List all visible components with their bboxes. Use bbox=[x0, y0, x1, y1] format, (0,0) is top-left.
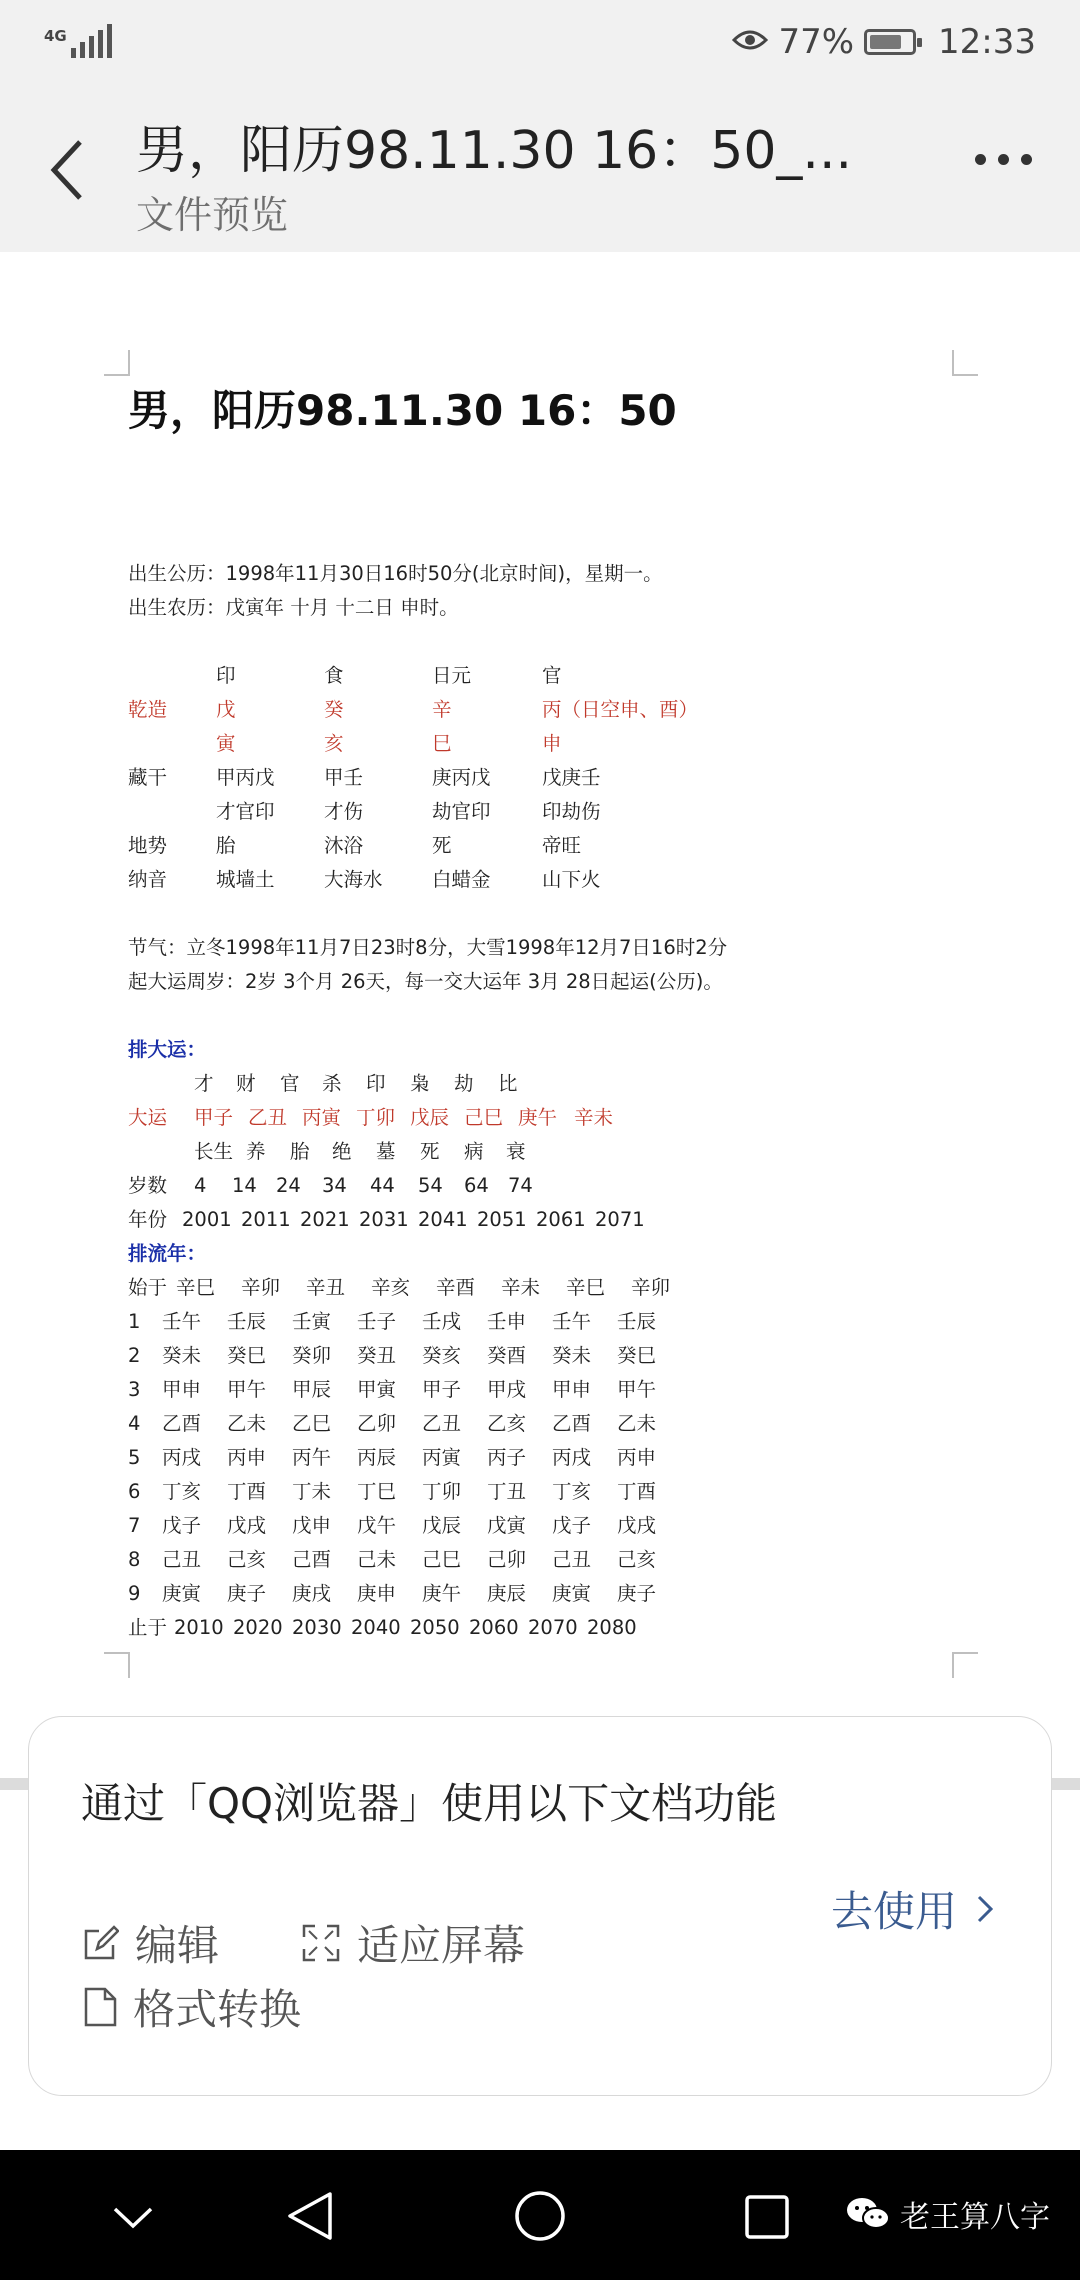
edit-feature[interactable] bbox=[83, 1913, 219, 1973]
birth-lunar: 出生农历：戊寅年 十月 十二日 申时。 bbox=[128, 596, 459, 619]
liunian-cell: 乙卯 bbox=[357, 1412, 397, 1435]
watermark bbox=[846, 2192, 1050, 2236]
liunian-row bbox=[128, 1446, 928, 1470]
liunian-cell: 甲子 bbox=[422, 1378, 462, 1401]
back-arrow-icon bbox=[46, 138, 86, 202]
liunian-cell: 丁巳 bbox=[357, 1480, 397, 1503]
liunian-cell: 辛巳 bbox=[176, 1276, 216, 1299]
liunian-cell: 2080 bbox=[587, 1616, 637, 1639]
nayin-row: 纳音 城墙土 大海水 白蜡金 山下火 bbox=[128, 868, 601, 891]
edit-icon bbox=[83, 1925, 119, 1961]
liunian-cell: 甲申 bbox=[162, 1378, 202, 1401]
more-button[interactable] bbox=[975, 154, 1032, 165]
liunian-row-label: 6 bbox=[128, 1480, 141, 1503]
liunian-cell: 癸巳 bbox=[227, 1344, 267, 1367]
liunian-cell: 乙酉 bbox=[162, 1412, 202, 1435]
liunian-cell: 丁亥 bbox=[552, 1480, 592, 1503]
liunian-cell: 2030 bbox=[292, 1616, 342, 1639]
liunian-cell: 甲午 bbox=[617, 1378, 657, 1401]
liunian-row-label: 8 bbox=[128, 1548, 141, 1571]
liunian-cell: 辛酉 bbox=[436, 1276, 476, 1299]
liunian-cell: 乙巳 bbox=[292, 1412, 332, 1435]
liunian-cell: 庚戌 bbox=[292, 1582, 332, 1605]
liunian-cell: 丙子 bbox=[487, 1446, 527, 1469]
liunian-cell: 丁亥 bbox=[162, 1480, 202, 1503]
liunian-cell: 乙未 bbox=[617, 1412, 657, 1435]
shishen-row: 印 食 日元 官 bbox=[216, 664, 562, 687]
nav-home-button[interactable] bbox=[514, 2190, 566, 2246]
liunian-cell: 甲寅 bbox=[357, 1378, 397, 1401]
liunian-cell: 戊子 bbox=[552, 1514, 592, 1537]
qiyun-line: 起大运周岁：2岁 3个月 26天，每一交大运年 3月 28日起运(公历)。 bbox=[128, 970, 723, 993]
liunian-cell: 丙辰 bbox=[357, 1446, 397, 1469]
liunian-cell: 癸酉 bbox=[487, 1344, 527, 1367]
liunian-cell: 丙戌 bbox=[552, 1446, 592, 1469]
file-subtitle: 文件预览 bbox=[136, 193, 289, 237]
liunian-cell: 己亥 bbox=[617, 1548, 657, 1571]
liunian-cell: 壬午 bbox=[552, 1310, 592, 1333]
dayun-changsheng-row: 长生 养 胎 绝 墓 死 病 衰 bbox=[194, 1140, 526, 1163]
liunian-row-label: 始于 bbox=[128, 1276, 168, 1299]
liunian-cell: 戊戌 bbox=[617, 1514, 657, 1537]
liunian-cell: 壬辰 bbox=[227, 1310, 267, 1333]
liunian-cell: 庚申 bbox=[357, 1582, 397, 1605]
liunian-row-label: 5 bbox=[128, 1446, 141, 1469]
signal-indicator bbox=[44, 24, 112, 58]
liunian-cell: 2060 bbox=[469, 1616, 519, 1639]
document-title: 男，阳历98.11.30 16：50 bbox=[128, 386, 677, 435]
fit-screen-label: 适应屏幕 bbox=[357, 1921, 526, 1970]
liunian-cell: 庚子 bbox=[617, 1582, 657, 1605]
liunian-cell: 戊辰 bbox=[422, 1514, 462, 1537]
system-nav-bar bbox=[0, 2150, 1080, 2280]
back-button[interactable] bbox=[36, 130, 96, 210]
liunian-cell: 甲戌 bbox=[487, 1378, 527, 1401]
liunian-cell: 2050 bbox=[410, 1616, 460, 1639]
document-preview[interactable] bbox=[0, 252, 1080, 1782]
liunian-cell: 甲辰 bbox=[292, 1378, 332, 1401]
liunian-cell: 癸亥 bbox=[422, 1344, 462, 1367]
liunian-cell: 辛卯 bbox=[631, 1276, 671, 1299]
convert-feature[interactable] bbox=[83, 1977, 301, 2037]
liunian-heading: 排流年： bbox=[128, 1242, 207, 1265]
eye-icon bbox=[732, 22, 768, 62]
liunian-row-label: 2 bbox=[128, 1344, 141, 1367]
liunian-row bbox=[128, 1514, 928, 1538]
fullscreen-icon bbox=[301, 1923, 341, 1963]
liunian-row-label: 止于 bbox=[128, 1616, 168, 1639]
liunian-cell: 辛亥 bbox=[371, 1276, 411, 1299]
nav-recents-button[interactable] bbox=[744, 2194, 790, 2244]
nav-home-icon bbox=[514, 2190, 566, 2242]
liunian-cell: 己丑 bbox=[552, 1548, 592, 1571]
liunian-row bbox=[128, 1582, 928, 1606]
app-header bbox=[0, 90, 1080, 252]
signal-bars-icon bbox=[71, 24, 112, 58]
liunian-cell: 辛未 bbox=[501, 1276, 541, 1299]
liunian-cell: 壬申 bbox=[487, 1310, 527, 1333]
nav-back-icon bbox=[286, 2190, 334, 2242]
edit-label: 编辑 bbox=[135, 1921, 220, 1970]
liunian-cell: 乙丑 bbox=[422, 1412, 462, 1435]
clock: 12:33 bbox=[938, 22, 1036, 62]
liunian-row bbox=[128, 1480, 928, 1504]
liunian-cell: 2020 bbox=[233, 1616, 283, 1639]
liunian-row-label: 9 bbox=[128, 1582, 141, 1605]
liunian-row bbox=[128, 1548, 928, 1572]
liunian-cell: 庚辰 bbox=[487, 1582, 527, 1605]
liunian-cell: 戊申 bbox=[292, 1514, 332, 1537]
file-title: 男，阳历98.11.30 16：50_... bbox=[136, 121, 853, 181]
network-type: 4G bbox=[44, 27, 67, 45]
liunian-cell: 癸巳 bbox=[617, 1344, 657, 1367]
birth-solar: 出生公历：1998年11月30日16时50分(北京时间)，星期一。 bbox=[128, 562, 663, 585]
nav-back-button[interactable] bbox=[286, 2190, 334, 2246]
liunian-cell: 己酉 bbox=[292, 1548, 332, 1571]
battery-percent: 77% bbox=[778, 22, 855, 62]
liunian-cell: 己未 bbox=[357, 1548, 397, 1571]
liunian-row bbox=[128, 1378, 928, 1402]
liunian-cell: 壬午 bbox=[162, 1310, 202, 1333]
liunian-cell: 甲午 bbox=[227, 1378, 267, 1401]
liunian-cell: 辛卯 bbox=[241, 1276, 281, 1299]
liunian-cell: 戊子 bbox=[162, 1514, 202, 1537]
canggan-row: 藏干 甲丙戊 甲壬 庚丙戊 戊庚壬 bbox=[128, 766, 601, 789]
liunian-cell: 癸未 bbox=[552, 1344, 592, 1367]
liunian-row-label: 7 bbox=[128, 1514, 141, 1537]
liunian-cell: 丁丑 bbox=[487, 1480, 527, 1503]
liunian-cell: 癸未 bbox=[162, 1344, 202, 1367]
liunian-row-label: 4 bbox=[128, 1412, 141, 1435]
qianzao-stems-row: 乾造 戊 癸 辛 丙（日空申、酉） bbox=[128, 698, 699, 721]
liunian-cell: 己丑 bbox=[162, 1548, 202, 1571]
page-corner-mark bbox=[952, 350, 978, 376]
liunian-row bbox=[128, 1310, 928, 1334]
liunian-cell: 丁卯 bbox=[422, 1480, 462, 1503]
nianfen-row: 年份 2001 2011 2021 2031 2041 2051 2061 2071 bbox=[128, 1208, 645, 1231]
document-icon bbox=[83, 1987, 117, 2027]
liunian-cell: 甲申 bbox=[552, 1378, 592, 1401]
nav-down-button[interactable] bbox=[112, 2206, 154, 2234]
qq-browser-prompt bbox=[28, 1716, 1052, 2096]
qianzao-branches-row: 寅 亥 巳 申 bbox=[216, 732, 562, 755]
liunian-row bbox=[128, 1616, 928, 1640]
dayun-heading: 排大运： bbox=[128, 1038, 207, 1061]
liunian-row-label: 1 bbox=[128, 1310, 141, 1333]
liunian-cell: 丙戌 bbox=[162, 1446, 202, 1469]
prompt-message: 通过「QQ浏览器」使用以下文档功能 bbox=[81, 1779, 778, 1828]
liunian-cell: 丙申 bbox=[227, 1446, 267, 1469]
liunian-cell: 壬子 bbox=[357, 1310, 397, 1333]
liunian-cell: 戊戌 bbox=[227, 1514, 267, 1537]
jieqi-line: 节气：立冬1998年11月7日23时8分，大雪1998年12月7日16时2分 bbox=[128, 936, 728, 959]
canggan-shishen-row: 才官印 才伤 劫官印 印劫伤 bbox=[216, 800, 601, 823]
page-corner-mark bbox=[104, 1652, 130, 1678]
liunian-cell: 己巳 bbox=[422, 1548, 462, 1571]
go-use-label: 去使用 bbox=[830, 1887, 957, 1936]
liunian-cell: 丁酉 bbox=[227, 1480, 267, 1503]
liunian-cell: 乙酉 bbox=[552, 1412, 592, 1435]
watermark-text: 老王算八字 bbox=[900, 2200, 1050, 2235]
chevron-right-icon bbox=[977, 1895, 993, 1923]
liunian-cell: 丙寅 bbox=[422, 1446, 462, 1469]
liunian-cell: 庚寅 bbox=[552, 1582, 592, 1605]
liunian-cell: 己亥 bbox=[227, 1548, 267, 1571]
liunian-cell: 2010 bbox=[174, 1616, 224, 1639]
dishi-row: 地势 胎 沐浴 死 帝旺 bbox=[128, 834, 582, 857]
liunian-cell: 乙亥 bbox=[487, 1412, 527, 1435]
liunian-cell: 壬辰 bbox=[617, 1310, 657, 1333]
liunian-cell: 己卯 bbox=[487, 1548, 527, 1571]
fit-screen-feature[interactable] bbox=[301, 1913, 525, 1973]
liunian-cell: 丙申 bbox=[617, 1446, 657, 1469]
nav-down-icon bbox=[112, 2206, 154, 2230]
liunian-cell: 庚午 bbox=[422, 1582, 462, 1605]
liunian-cell: 庚寅 bbox=[162, 1582, 202, 1605]
liunian-cell: 辛丑 bbox=[306, 1276, 346, 1299]
liunian-cell: 庚子 bbox=[227, 1582, 267, 1605]
liunian-cell: 丙午 bbox=[292, 1446, 332, 1469]
liunian-row bbox=[128, 1344, 928, 1368]
nav-recents-icon bbox=[744, 2194, 790, 2240]
liunian-cell: 戊午 bbox=[357, 1514, 397, 1537]
go-use-button[interactable] bbox=[831, 1879, 993, 1939]
liunian-cell: 壬寅 bbox=[292, 1310, 332, 1333]
liunian-cell: 辛巳 bbox=[566, 1276, 606, 1299]
liunian-cell: 戊寅 bbox=[487, 1514, 527, 1537]
dayun-shishen-row: 才 财 官 杀 印 枭 劫 比 bbox=[194, 1072, 518, 1095]
liunian-cell: 癸丑 bbox=[357, 1344, 397, 1367]
more-icon bbox=[975, 154, 986, 165]
liunian-row bbox=[128, 1276, 928, 1300]
liunian-cell: 壬戌 bbox=[422, 1310, 462, 1333]
status-bar bbox=[0, 0, 1080, 90]
dayun-row: 大运 甲子 乙丑 丙寅 丁卯 戊辰 己巳 庚午 辛未 bbox=[128, 1106, 614, 1129]
liunian-cell: 2070 bbox=[528, 1616, 578, 1639]
liunian-cell: 2040 bbox=[351, 1616, 401, 1639]
page-corner-mark bbox=[952, 1652, 978, 1678]
liunian-cell: 丁未 bbox=[292, 1480, 332, 1503]
battery-icon bbox=[864, 29, 916, 55]
liunian-cell: 乙未 bbox=[227, 1412, 267, 1435]
liunian-row bbox=[128, 1412, 928, 1436]
wechat-icon bbox=[846, 2196, 890, 2232]
page-corner-mark bbox=[104, 350, 130, 376]
liunian-row-label: 3 bbox=[128, 1378, 141, 1401]
suishu-row: 岁数 4 14 24 34 44 54 64 74 bbox=[128, 1174, 533, 1197]
liunian-cell: 癸卯 bbox=[292, 1344, 332, 1367]
liunian-cell: 丁酉 bbox=[617, 1480, 657, 1503]
convert-label: 格式转换 bbox=[133, 1985, 302, 2034]
